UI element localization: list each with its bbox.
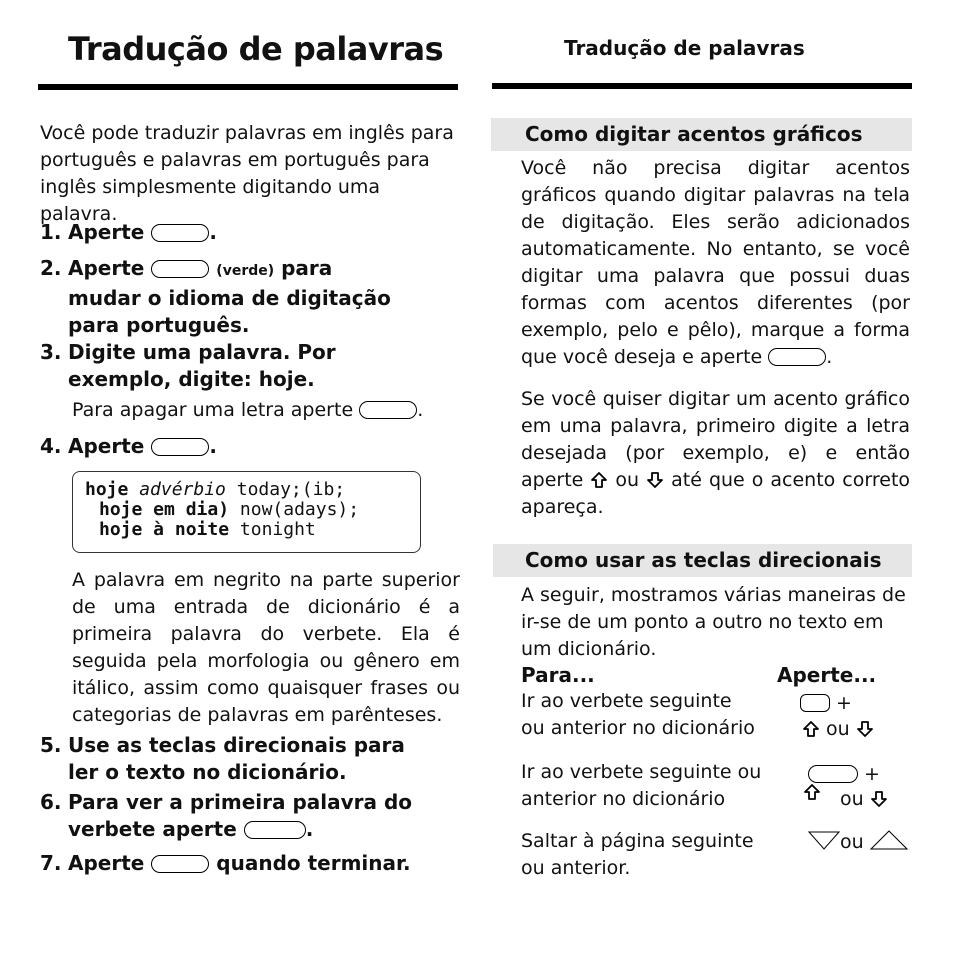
row-text: Ir ao verbete seguinte (521, 690, 732, 712)
phrase: hoje em dia) (99, 499, 230, 520)
arrow-down-icon (646, 471, 664, 489)
paragraph-text: Se você quiser digitar um acento gráfico em uma palavra, primeiro digite a letra desejada (por exemplo, e) e então aperte (521, 388, 910, 491)
triangle-down-icon (808, 829, 840, 851)
step-end: . (209, 434, 217, 458)
table-row-2-arrows (840, 786, 888, 813)
accents-paragraph-2 (521, 386, 910, 521)
running-header: Tradução de palavras (564, 36, 805, 60)
delete-key-button (359, 401, 417, 419)
arrow-up-icon (590, 471, 608, 489)
ou-text: ou (840, 831, 864, 853)
table-row-3-keys (808, 829, 908, 856)
translation: now(adays); (239, 499, 360, 520)
green-key-button (151, 260, 209, 278)
note-end: . (417, 399, 424, 421)
step-number: 5. (40, 733, 62, 757)
key-button (151, 438, 209, 456)
title-rule (38, 84, 458, 90)
step-text: Aperte (68, 220, 145, 244)
step-text: verbete aperte (68, 817, 237, 841)
row-text: Ir ao verbete seguinte ou (521, 761, 762, 783)
translation: tonight (239, 519, 316, 540)
key-button (244, 821, 306, 839)
step-end: . (305, 817, 314, 841)
step-6 (40, 789, 460, 843)
step-text: ler o texto no dicionário. (68, 760, 347, 784)
table-row-1-text (521, 688, 755, 742)
step-text: Aperte (68, 256, 145, 280)
step-5 (40, 732, 460, 786)
table-row-2-text (521, 759, 761, 813)
translation: today;(ib; (236, 479, 346, 500)
arrow-down-icon (870, 790, 888, 808)
step-text: Digite uma palavra. Por (68, 340, 336, 364)
ou-text: ou (826, 718, 850, 740)
page-title: Tradução de palavras (68, 30, 444, 68)
step-number: 2. (40, 256, 62, 280)
key-button (800, 694, 830, 712)
step-number: 7. (40, 851, 62, 875)
note-text: Para apagar uma letra aperte (72, 399, 354, 421)
step-text: Para ver a primeira palavra do (68, 790, 413, 814)
section-title: Como usar as teclas direcionais (525, 548, 882, 572)
step-number: 4. (40, 434, 62, 458)
explanation-paragraph: A palavra em negrito na parte superior de uma entrada de dicionário é a primeira palavra do verbete. Ela é seguida pela morfologia ou gênero em itálico, assim como quaisquer frases ou categorias de palavras em parênteses. (72, 569, 460, 726)
step-text: mudar o idioma de digitação (68, 286, 391, 310)
key-button (808, 765, 858, 783)
screen-row (85, 520, 408, 540)
paragraph-end: . (826, 346, 833, 368)
table-row-1-arrows (802, 716, 874, 743)
headword: hoje (85, 479, 129, 500)
step-7 (40, 850, 411, 877)
step-1 (40, 219, 217, 246)
triangle-up-icon (870, 829, 908, 851)
plus-sign: + (864, 763, 880, 785)
ou-text: ou (615, 469, 640, 491)
step-text: para português. (68, 313, 250, 337)
step-4 (40, 433, 217, 460)
arrows-intro: A seguir, mostramos várias maneiras de ir-se de um ponto a outro no texto em um dicionário. (521, 584, 906, 660)
row-text: Saltar à página seguinte (521, 830, 754, 852)
header-rule (492, 83, 912, 89)
section-title: Como digitar acentos gráficos (525, 122, 863, 146)
phrase: hoje à noite (99, 519, 230, 540)
intro-paragraph: Você pode traduzir palavras em inglês para português e palavras em português para inglês simplesmente digitando uma palavra. (40, 122, 454, 225)
table-row-1-keys (800, 690, 852, 717)
screen-row (85, 500, 408, 520)
step-text: exemplo, digite: hoje. (68, 367, 315, 391)
key-button (151, 224, 209, 242)
ou-text: ou (840, 788, 864, 810)
row-text: ou anterior. (521, 857, 631, 879)
step-3 (40, 339, 460, 393)
section-band-arrows (493, 544, 912, 577)
step-end: . (209, 220, 217, 244)
part-of-speech: advérbio (139, 479, 226, 500)
col-header-aperte: Aperte... (777, 663, 877, 687)
row-text: anterior no dicionário (521, 788, 726, 810)
arrow-up-icon (803, 783, 821, 801)
accents-paragraph-1 (521, 155, 910, 371)
step-text: Use as teclas direcionais para (68, 733, 405, 757)
table-row-3-text (521, 828, 754, 882)
step-number: 3. (40, 340, 62, 364)
step-text: Aperte (68, 434, 145, 458)
col-header-para: Para... (521, 663, 595, 687)
paragraph-text: até que o acento correto apareça. (521, 469, 911, 518)
screen-row (85, 480, 408, 500)
step-text: para (281, 256, 333, 280)
step-2 (40, 255, 460, 339)
arrow-down-icon (856, 720, 874, 738)
key-label: (verde) (216, 263, 275, 279)
step-3-note (72, 397, 423, 424)
row-text: ou anterior no dicionário (521, 717, 755, 739)
device-screen (72, 471, 421, 553)
step-text: Aperte (68, 851, 145, 875)
step-number: 1. (40, 220, 62, 244)
section-band-accents (491, 118, 912, 151)
paragraph-text: Você não precisa digitar acentos gráficos quando digitar palavras na tela de digitação. Eles serão adicionados automaticamente. No entanto, se você digitar uma palavra que possui duas formas com acentos diferentes (por exemplo, pelo e pêlo), marque a forma que você deseja e aperte (521, 157, 910, 368)
arrow-up-icon (802, 720, 820, 738)
step-number: 6. (40, 790, 62, 814)
step-text: quando terminar. (216, 851, 411, 875)
key-button (768, 348, 826, 366)
key-button (151, 855, 209, 873)
plus-sign: + (836, 692, 852, 714)
